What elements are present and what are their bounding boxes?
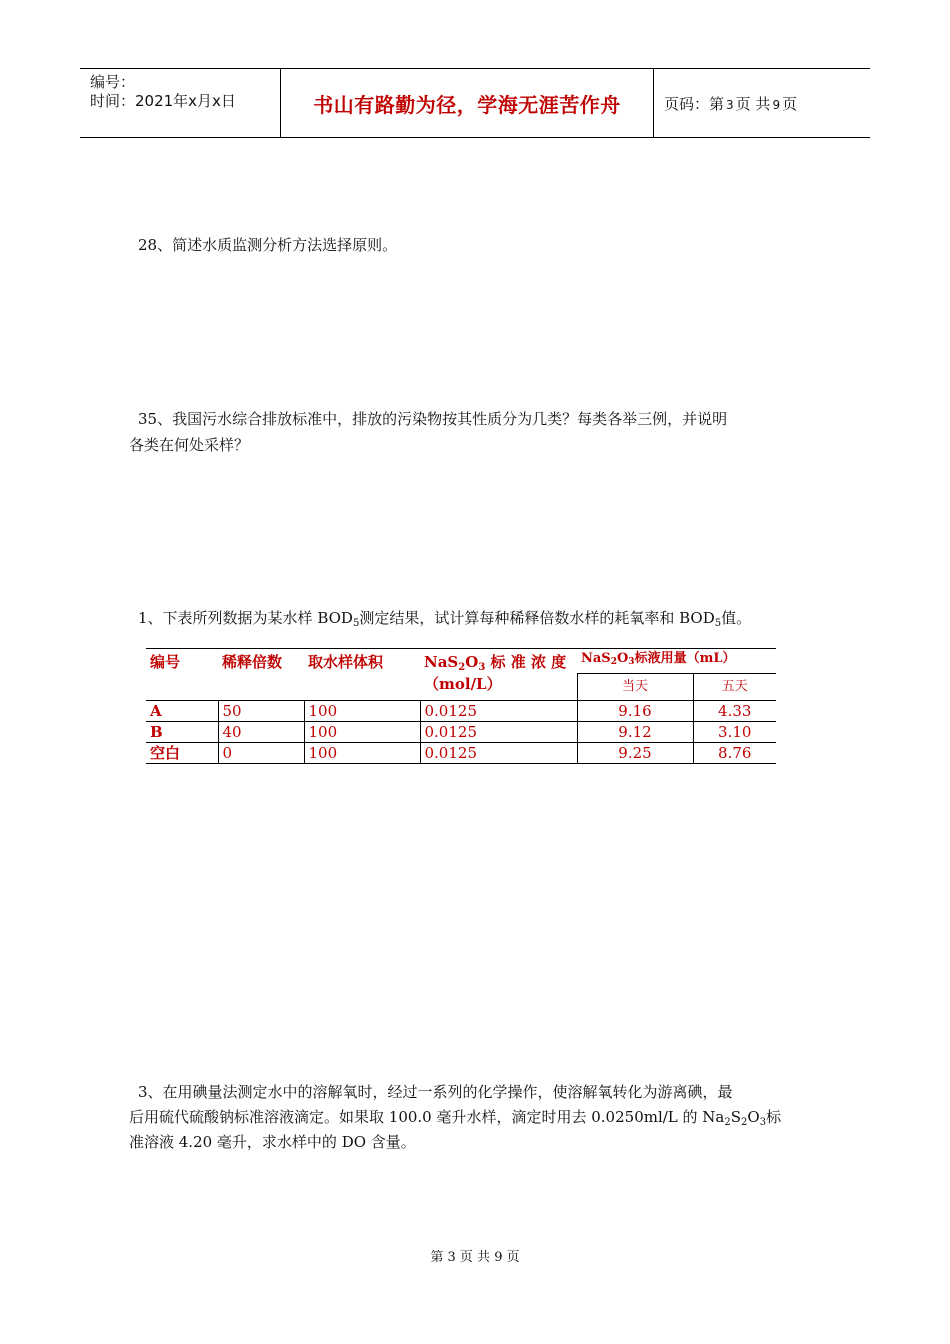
header-day0: 当天 <box>577 674 693 701</box>
conc-o: O <box>465 653 479 671</box>
question-35-line2: 各类在何处采样？ <box>129 436 250 454</box>
row-dilution: 0 <box>218 743 304 764</box>
conc-unit: （mol/L） <box>424 675 502 693</box>
row-day5: 8.76 <box>693 743 776 764</box>
row-id: A <box>146 701 218 722</box>
page-current: 3 <box>726 97 734 112</box>
footer-prefix: 第 <box>430 1250 444 1265</box>
header-usage <box>577 649 776 674</box>
q3-sub2: 2 <box>741 1117 748 1128</box>
row-volume: 100 <box>304 722 420 743</box>
time-label: 时间：2021年x月x日 <box>90 92 236 110</box>
q3-sub1: 2 <box>724 1117 731 1128</box>
motto: 书山有路勤为径，学海无涯苦作舟 <box>313 92 621 117</box>
header-meta-cell <box>80 69 281 137</box>
q1-subscript-b: 5 <box>714 618 722 629</box>
conc-sub2: 3 <box>478 662 486 673</box>
row-dilution: 40 <box>218 722 304 743</box>
row-id: 空白 <box>146 743 218 764</box>
footer-total: 9 <box>494 1250 503 1265</box>
q3-s: S <box>730 1108 742 1126</box>
conc-na: NaS <box>424 653 459 671</box>
row-day5: 4.33 <box>693 701 776 722</box>
bod-data-table <box>146 648 776 764</box>
q1-text-a: 1、下表所列数据为某水样 BOD <box>138 609 353 627</box>
usage-o: O <box>616 651 629 666</box>
header-id: 编号 <box>146 649 218 701</box>
table-row <box>146 722 776 743</box>
question-3-line1: 3、在用碘量法测定水中的溶解氧时，经过一系列的化学操作，使溶解氧转化为游离碘，最 <box>138 1083 733 1101</box>
page-total: 9 <box>772 97 781 112</box>
q1-subscript-a: 5 <box>352 618 360 629</box>
conc-rest: 标 准 浓 度 <box>485 653 567 671</box>
question-3-line2 <box>129 1105 781 1130</box>
row-volume: 100 <box>304 743 420 764</box>
row-day0: 9.25 <box>577 743 693 764</box>
header-concentration <box>420 649 577 701</box>
footer-mid: 页 共 <box>459 1250 491 1265</box>
usage-sub1: 2 <box>610 657 617 667</box>
q3-text-b: 标 <box>766 1108 782 1126</box>
question-28: 28、简述水质监测分析方法选择原则。 <box>138 236 398 254</box>
table-row <box>146 701 776 722</box>
q3-sub3: 3 <box>759 1117 767 1128</box>
footer-suffix: 页 <box>506 1250 520 1265</box>
number-label: 编号： <box>90 73 136 91</box>
page-suffix: 页 <box>782 94 798 113</box>
page-mid: 页 共 <box>735 94 771 113</box>
footer-current: 3 <box>447 1250 456 1265</box>
usage-sub2: 3 <box>628 657 635 667</box>
header-volume: 取水样体积 <box>304 649 420 701</box>
row-day5: 3.10 <box>693 722 776 743</box>
conc-sub1: 2 <box>458 662 466 673</box>
usage-rest: 标液用量（mL） <box>634 651 736 666</box>
document-header <box>80 68 870 138</box>
row-concentration: 0.0125 <box>420 743 577 764</box>
row-day0: 9.16 <box>577 701 693 722</box>
header-page-cell <box>654 69 870 137</box>
page-footer <box>0 1246 950 1265</box>
table-header-row-1 <box>146 649 776 674</box>
question-3-line3: 准溶液 4.20 毫升，求水样中的 DO 含量。 <box>129 1133 416 1151</box>
usage-na: NaS <box>581 651 611 666</box>
header-motto-cell <box>281 69 654 137</box>
header-dilution: 稀释倍数 <box>218 649 304 701</box>
page-label-prefix: 页码：第 <box>664 94 725 113</box>
page-info <box>654 93 797 114</box>
q1-text-b: 测定结果，试计算每种稀释倍数水样的耗氧率和 BOD <box>359 609 715 627</box>
row-concentration: 0.0125 <box>420 722 577 743</box>
header-day5: 五天 <box>721 679 748 694</box>
table-row <box>146 743 776 764</box>
q3-text-a: 后用硫代硫酸钠标准溶液滴定。如果取 100.0 毫升水样，滴定时用去 0.0250ml/L 的 Na <box>129 1108 725 1126</box>
row-id: B <box>146 722 218 743</box>
q1-text-c: 值。 <box>721 609 752 627</box>
row-volume: 100 <box>304 701 420 722</box>
question-1 <box>138 606 751 631</box>
question-35-line1: 35、我国污水综合排放标准中，排放的污染物按其性质分为几类？每类各举三例，并说明 <box>138 410 728 428</box>
row-concentration: 0.0125 <box>420 701 577 722</box>
q3-o: O <box>747 1108 760 1126</box>
row-day0: 9.12 <box>577 722 693 743</box>
row-dilution: 50 <box>218 701 304 722</box>
